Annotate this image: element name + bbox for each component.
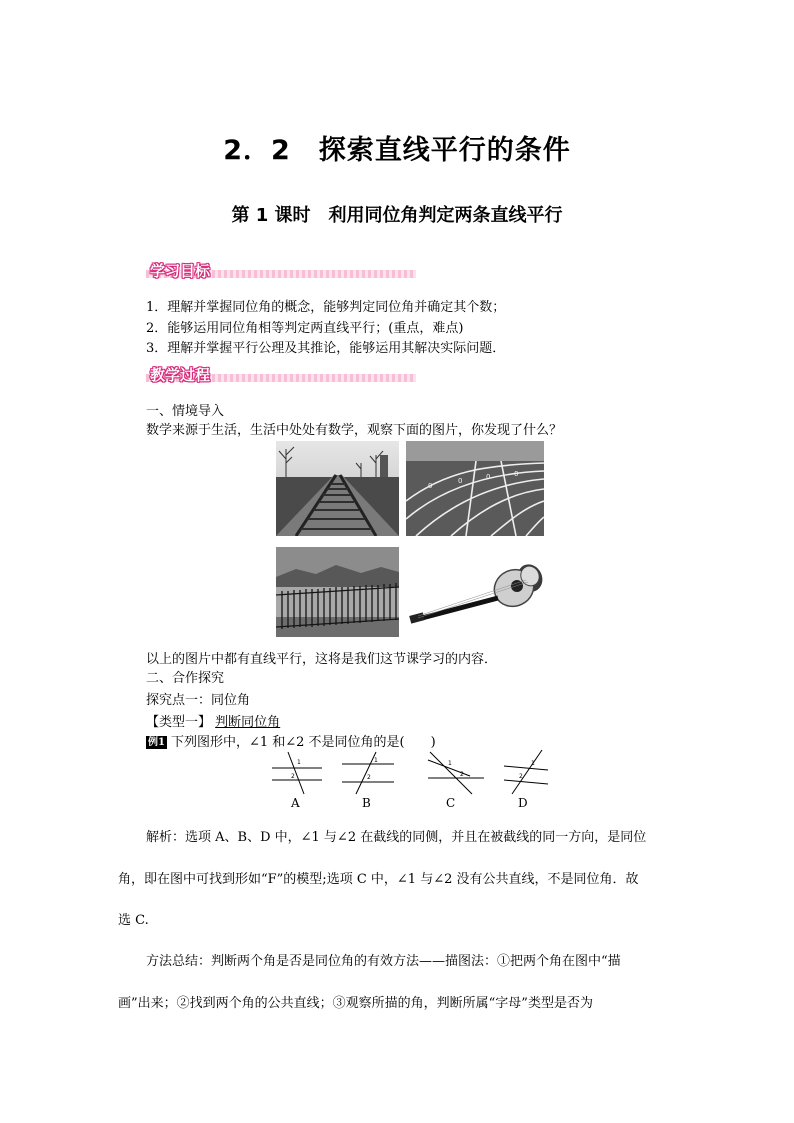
analysis-line-1: 解析：选项 A、B、D 中，∠1 与∠2 在截线的同侧，并且在被截线的同一方向，是同位 <box>146 830 647 845</box>
fig-b-angle-1: 1 <box>374 757 378 764</box>
svg-text:0: 0 <box>514 470 519 478</box>
fig-b-angle-2: 2 <box>367 774 371 781</box>
fig-c-angle-2: 2 <box>460 771 464 778</box>
method-line-1: 方法总结：判断两个角是否是同位角的有效方法——描图法：①把两个角在图中“描 <box>146 954 621 969</box>
railway-photo <box>276 441 399 536</box>
figure-label-b: B <box>362 796 371 810</box>
tag-label: 教学过程 <box>150 366 211 384</box>
figure-label-a: A <box>291 796 300 810</box>
figure-label-d: D <box>518 796 528 810</box>
svg-text:0: 0 <box>458 477 463 485</box>
fig-c-angle-1: 1 <box>448 760 452 767</box>
lesson-subtitle: 第 1 课时 利用同位角判定两条直线平行 <box>231 205 563 226</box>
fig-a-angle-1: 1 <box>297 759 301 766</box>
example-text: 下列图形中，∠1 和∠2 不是同位角的是( ) <box>170 735 436 750</box>
tag-label: 学习目标 <box>150 262 211 280</box>
page-title: 2．2 探索直线平行的条件 <box>223 135 571 166</box>
angle-figures <box>270 748 550 798</box>
fig-a-angle-2: 2 <box>291 773 295 780</box>
fence-photo <box>276 547 399 637</box>
analysis-line-3: 选 C. <box>118 913 149 928</box>
method-line-2: 画”出来；②找到两个角的公共直线；③观察所描的角，判断所属“字母”类型是否为 <box>118 996 593 1011</box>
type-title: 判断同位角 <box>215 715 281 730</box>
goal-item-1: 1．理解并掌握同位角的概念，能够判定同位角并确定其个数； <box>146 300 506 315</box>
example-badge: 例1 <box>148 737 165 748</box>
fig-d-angle-1: 1 <box>531 760 535 767</box>
type-heading <box>146 711 280 730</box>
goal-item-3: 3．理解并掌握平行公理及其推论，能够运用其解决实际问题． <box>146 341 506 356</box>
goal-item-2: 2．能够运用同位角相等判定两直线平行；(重点，难点) <box>146 321 464 336</box>
fig-d-angle-2: 2 <box>519 773 523 780</box>
intro-heading: 一、情境导入 <box>146 404 225 419</box>
point-heading: 探究点一：同位角 <box>146 693 251 708</box>
figure-label-c: C <box>446 796 456 810</box>
running-track-photo <box>406 441 544 536</box>
type-bracket: 【类型一】 <box>146 715 212 730</box>
section-tag-process <box>146 366 416 386</box>
explore-heading: 二、合作探究 <box>146 671 225 686</box>
analysis-line-2: 角，即在图中可找到形如“F”的模型;选项 C 中，∠1 与∠2 没有公共直线，不是同位角．故 <box>118 872 639 887</box>
guitar-photo <box>406 558 544 628</box>
section-tag-goals <box>146 262 416 282</box>
after-images-text: 以上的图片中都有直线平行，这将是我们这节课学习的内容． <box>146 652 498 667</box>
svg-text:0: 0 <box>428 482 433 490</box>
intro-text: 数学来源于生活，生活中处处有数学，观察下面的图片，你发现了什么？ <box>146 423 563 438</box>
svg-text:0: 0 <box>486 473 491 481</box>
